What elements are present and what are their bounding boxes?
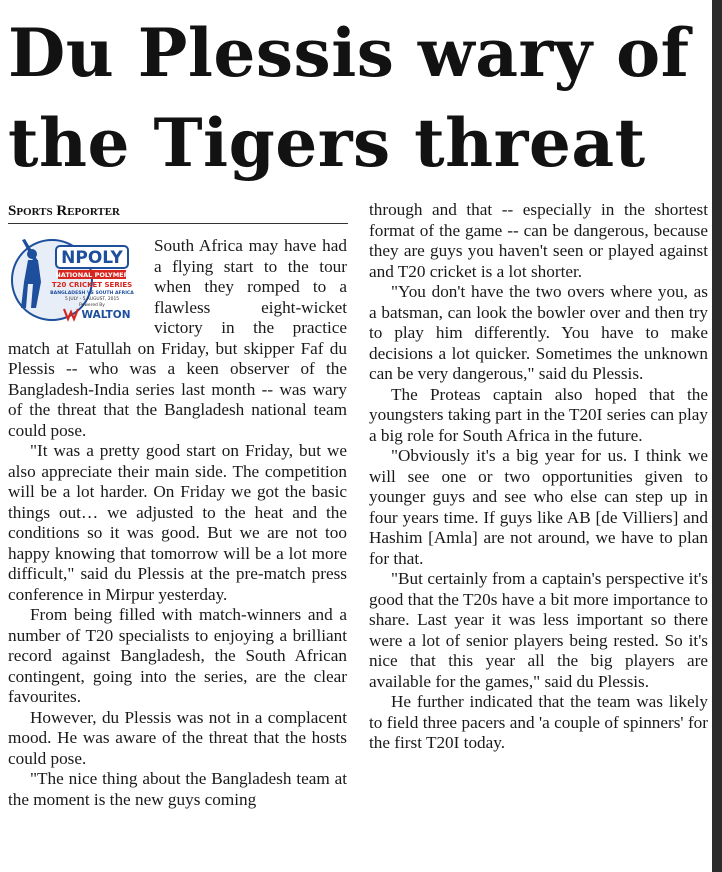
paragraph: through and that -- especially in the shortest format of the game -- can be dangerous, because they are guys you haven't seen or played against and T20 cricket is a lot shorter. — [369, 200, 708, 281]
left-column — [8, 236, 347, 810]
byline: Sports Reporter — [8, 203, 120, 219]
sponsor-logo-graphic — [8, 236, 146, 324]
paragraph: He further indicated that the team was likely to field three pacers and 'a couple of spinners' for the first T20I today. — [369, 692, 708, 752]
headline: Du Plessis wary of the Tigers threat — [8, 14, 690, 182]
paragraph: "Obviously it's a big year for us. I think we will see one or two opportunities given to younger guys and see who else can step up in four years time. If guys like AB [de Villiers] and Hashim [Amla] are not around, we have to plan for that. — [369, 446, 708, 568]
logo-sponsor: WALTON — [81, 309, 131, 321]
logo-subtitle: NATIONAL POLYMER — [55, 271, 129, 279]
paragraph: "It was a pretty good start on Friday, but we also appreciate their main side. The competition will be a lot harder. On Friday we got the basic things out… we adjusted to the heat and the conditions so it was good. But we are not too happy knowing that tomorrow will be a lot more difficult," said du Plessis at the pre-match press conference in Mirpur yesterday. — [8, 441, 347, 604]
logo-powered: Powered By — [79, 303, 105, 308]
paragraph: The Proteas captain also hoped that the youngsters taking part in the T20I series can play a big role for South Africa in the future. — [369, 384, 708, 445]
logo-dates: 5 JULY - 5 AUGUST, 2015 — [64, 297, 120, 302]
paragraph: "The nice thing about the Bangladesh team at the moment is the new guys coming — [8, 769, 347, 809]
page-edge-strip — [712, 0, 722, 872]
logo-matchup: BANGLADESH VS SOUTH AFRICA — [50, 291, 134, 296]
paragraph: "But certainly from a captain's perspective it's good that the T20s have a bit more importance to share. Last year it was less important so there were a lot of senior players being rested. So it's nice that this year all the big players are available for the games," said du Plessis. — [369, 569, 708, 691]
paragraph: From being filled with match-winners and a number of T20 specialists to enjoying a brilliant record against Bangladesh, the South African contingent, going into the series, are the clear favourites. — [8, 605, 347, 706]
byline-rule — [8, 223, 348, 224]
sponsor-logo — [8, 236, 146, 324]
right-column — [369, 200, 708, 754]
paragraph: South Africa may have had a flying start to the tour when they romped to a flawless eight-wicket victory in the practice match at Fatullah on Friday, but skipper Faf du Plessis -- who was a keen observer of the Bangladesh-India series last month -- was wary of the threat that the Bangladesh national team could pose. — [8, 236, 347, 440]
paragraph: "You don't have the two overs where you, as a batsman, can look the bowler over and then try to play him differently. You have to make decisions a lot quicker. Sometimes the unknown can be very dangerous," said du Plessis. — [369, 282, 708, 383]
logo-brand: NPOLY — [61, 248, 123, 268]
logo-series: T20 CRICKET SERIES — [51, 281, 133, 289]
paragraph: However, du Plessis was not in a complacent mood. He was aware of the threat that the hosts could pose. — [8, 707, 347, 768]
